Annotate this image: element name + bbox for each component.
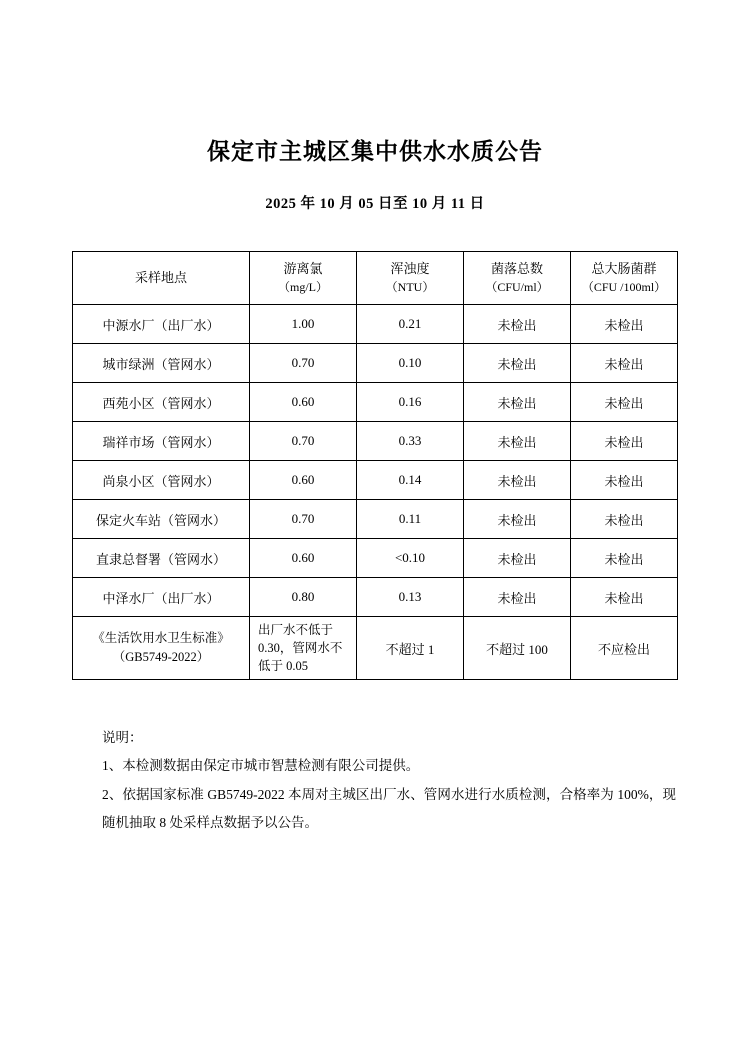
cell-free-chlorine: 1.00 (250, 305, 357, 344)
cell-site: 保定火车站（管网水） (73, 500, 250, 539)
cell-site: 中泽水厂（出厂水） (73, 578, 250, 617)
water-quality-table (72, 251, 678, 680)
cell-turbidity: 0.10 (357, 344, 464, 383)
cell-colony-count: 未检出 (464, 500, 571, 539)
header-ntu-unit: （NTU） (385, 279, 435, 294)
header-cl-label: 游离氯 (283, 260, 323, 276)
notes-section (60, 724, 690, 837)
cell-colony-count: 未检出 (464, 539, 571, 578)
cell-turbidity: 0.14 (357, 461, 464, 500)
cell-turbidity: 0.11 (357, 500, 464, 539)
header-cell-colony-count (464, 252, 571, 305)
table-row (73, 344, 678, 383)
cell-free-chlorine: 0.70 (250, 344, 357, 383)
header-cell-site (73, 252, 250, 305)
cell-coliform: 未检出 (571, 539, 678, 578)
cell-standard-name (73, 617, 250, 680)
cell-coliform: 未检出 (571, 344, 678, 383)
header-cell-free-chlorine (250, 252, 357, 305)
cell-site: 瑞祥市场（管网水） (73, 422, 250, 461)
cell-coliform: 未检出 (571, 422, 678, 461)
cell-free-chlorine: 0.70 (250, 422, 357, 461)
cell-coliform: 未检出 (571, 500, 678, 539)
cell-coliform: 未检出 (571, 305, 678, 344)
table-row (73, 461, 678, 500)
cell-free-chlorine: 0.60 (250, 383, 357, 422)
header-cell-coliform (571, 252, 678, 305)
cell-standard-colony-count: 不超过 100 (464, 617, 571, 680)
header-cl-unit: （mg/L） (278, 279, 328, 294)
report-date-range: 2025 年 10 月 05 日至 10 月 11 日 (265, 196, 485, 212)
table-row (73, 422, 678, 461)
cell-colony-count: 未检出 (464, 461, 571, 500)
header-coli-unit: （CFU /100ml） (581, 279, 667, 294)
cell-standard-turbidity: 不超过 1 (357, 617, 464, 680)
page-title: 保定市主城区集中供水水质公告 (207, 138, 543, 164)
table-body (73, 305, 678, 680)
standard-title-line2: （GB5749-2022） (112, 650, 210, 664)
cell-turbidity: 0.33 (357, 422, 464, 461)
cell-site: 西苑小区（管网水） (73, 383, 250, 422)
notes-heading: 说明： (102, 730, 143, 745)
table-header (73, 252, 678, 305)
cell-turbidity: 0.13 (357, 578, 464, 617)
table-row-standard (73, 617, 678, 680)
cell-coliform: 未检出 (571, 383, 678, 422)
standard-title-line1: 《生活饮用水卫生标准》 (92, 631, 230, 646)
table-header-row (73, 252, 678, 305)
table-row (73, 578, 678, 617)
cell-site: 直隶总督署（管网水） (73, 539, 250, 578)
note-item-2: 2、依据国家标准 GB5749-2022 本周对主城区出厂水、管网水进行水质检测，合格率为 100%，现随机抽取 8 处采样点数据予以公告。 (102, 786, 676, 831)
cell-site: 尚泉小区（管网水） (73, 461, 250, 500)
cell-colony-count: 未检出 (464, 578, 571, 617)
header-coli-label: 总大肠菌群 (591, 260, 657, 276)
cell-free-chlorine: 0.80 (250, 578, 357, 617)
cell-coliform: 未检出 (571, 578, 678, 617)
cell-free-chlorine: 0.70 (250, 500, 357, 539)
cell-colony-count: 未检出 (464, 383, 571, 422)
table-row (73, 305, 678, 344)
table-row (73, 383, 678, 422)
cell-colony-count: 未检出 (464, 305, 571, 344)
cell-colony-count: 未检出 (464, 422, 571, 461)
cell-turbidity: 0.21 (357, 305, 464, 344)
header-cfu-unit: （CFU/ml） (485, 279, 549, 294)
cell-turbidity: 0.16 (357, 383, 464, 422)
cell-coliform: 未检出 (571, 461, 678, 500)
cell-free-chlorine: 0.60 (250, 539, 357, 578)
cell-colony-count: 未检出 (464, 344, 571, 383)
header-ntu-label: 浑浊度 (390, 260, 430, 276)
cell-standard-free-chlorine: 出厂水不低于 0.30，管网水不低于 0.05 (250, 617, 357, 680)
note-item-1: 1、本检测数据由保定市城市智慧检测有限公司提供。 (102, 758, 420, 774)
table-row (73, 500, 678, 539)
table-row (73, 539, 678, 578)
header-cfu-label: 菌落总数 (490, 260, 543, 276)
cell-site: 城市绿洲（管网水） (73, 344, 250, 383)
header-cell-turbidity (357, 252, 464, 305)
cell-standard-coliform: 不应检出 (571, 617, 678, 680)
header-site-label: 采样地点 (134, 269, 187, 285)
cell-free-chlorine: 0.60 (250, 461, 357, 500)
cell-site: 中源水厂（出厂水） (73, 305, 250, 344)
cell-turbidity: <0.10 (357, 539, 464, 578)
